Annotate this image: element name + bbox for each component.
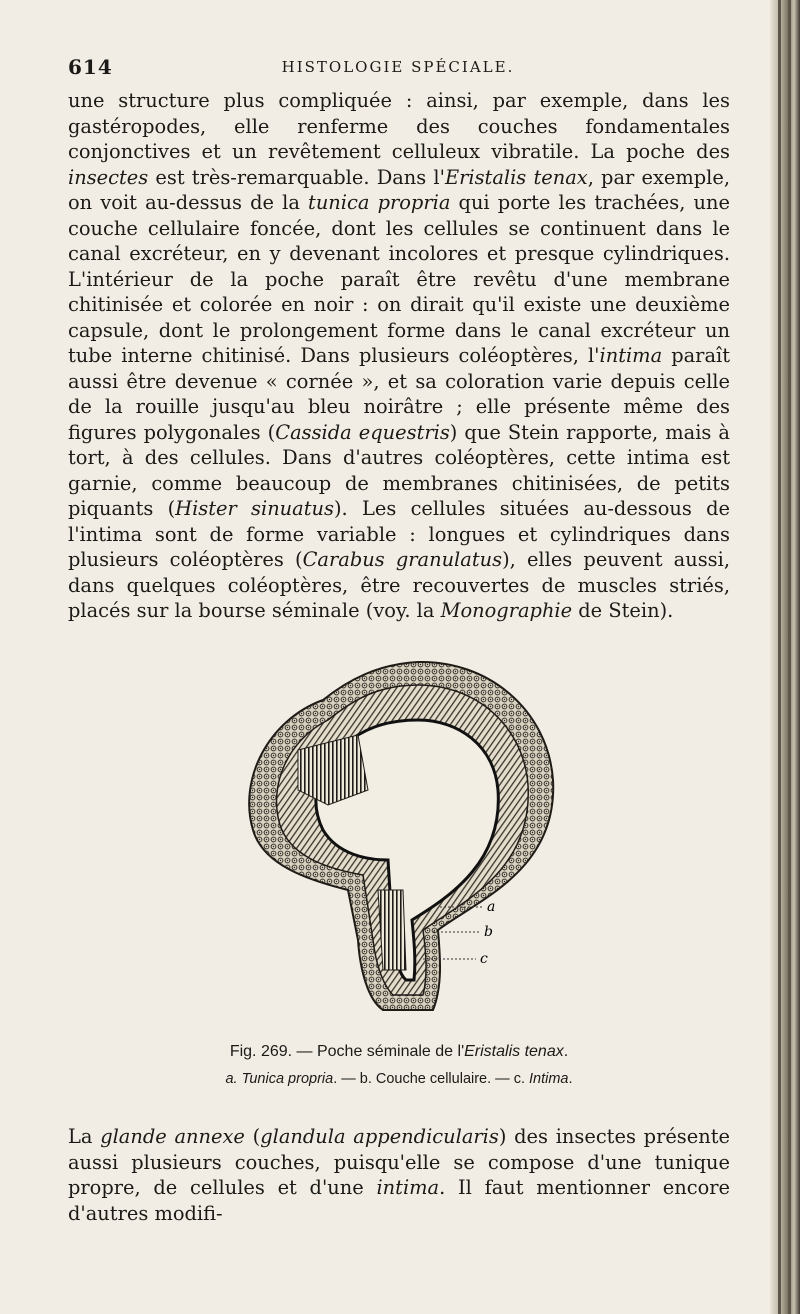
- page-number: 614: [68, 55, 113, 79]
- figure-caption: [68, 1043, 730, 1061]
- text-run: une structure plus compliquée : ainsi, par exemple, dans les gastéropodes, elle renferme des couches fondamentales conjonctives et un revêtement celluleux vibratile. La poche des: [68, 89, 730, 163]
- figure-label-c: c: [480, 951, 488, 967]
- italic-term: insectes: [68, 165, 149, 189]
- legend-letter: a.: [225, 1071, 238, 1087]
- text-run: . Il faut mentionner encore d'autres modifi-: [68, 1176, 730, 1225]
- paragraph-glande-annexe: [68, 1124, 730, 1226]
- running-head: HISTOLOGIE SPÉCIALE.: [281, 58, 515, 76]
- page-header: [68, 55, 728, 83]
- paragraph-text: [68, 1124, 730, 1226]
- italic-term: Hister sinuatus: [175, 497, 334, 520]
- paragraph-text: [68, 88, 730, 624]
- italic-term: Cassida equestris: [275, 420, 450, 444]
- seminal-pouch-illustration: [228, 640, 568, 1020]
- text-run: qui porte les trachées, une couche cellulaire foncée, dont les cellules se continuent dans le canal excréteur, en y devenant incolores et presque cylindriques. L'intérieur de la poche paraît être revêtu d'une membrane chitinisée et colorée en noir : on dirait qu'il existe une deuxième capsule, dont le prolongement forme dans le canal excréteur un tube interne chitinisé. Dans plusieurs coléoptères, l': [68, 191, 730, 367]
- text-run: paraît aussi être devenue « cornée », et sa coloration varie depuis celle de la rouille jusqu'au bleu noirâtre ; elle présente même des figures polygonales (: [68, 344, 730, 444]
- italic-term: glande annexe: [100, 1125, 245, 1148]
- figure-label-b: b: [484, 924, 493, 940]
- italic-term: glandula appendicularis: [260, 1125, 499, 1148]
- figure-269: [228, 640, 568, 1020]
- page-edge-shadow: [770, 0, 800, 1314]
- text-run: ). Les cellules situées au-dessous de l'intima sont de forme variable : longues et cylindriques dans plusieurs coléoptères (: [68, 497, 730, 571]
- caption-text: Fig. 269. — Poche séminale de l': [229, 1043, 465, 1060]
- italic-term: intima: [599, 344, 663, 367]
- striated-muscle: [378, 890, 406, 970]
- text-run: , par exemple, on voit au-dessus de la: [68, 165, 731, 214]
- figure-label-a: a: [487, 899, 496, 915]
- text-run: La: [68, 1125, 101, 1148]
- legend-text: .: [568, 1071, 573, 1087]
- caption-text: .: [563, 1043, 569, 1060]
- paragraph-main: [68, 88, 730, 624]
- text-run: ) des insectes présente aussi plusieurs couches, puisqu'elle se compose d'une tunique propre, de cellules et d'une: [68, 1125, 730, 1199]
- text-run: est très-remarquable. Dans l': [148, 165, 445, 189]
- legend-term: Tunica propria: [241, 1071, 334, 1087]
- italic-term: intima: [376, 1176, 440, 1199]
- text-run: ), elles peuvent aussi, dans quelques coléoptères, être recouvertes de muscles striés, placés sur la bourse séminale (voy. la: [68, 548, 730, 622]
- italic-term: Eristalis tenax: [444, 165, 588, 189]
- italic-term: Carabus granulatus: [302, 548, 503, 571]
- text-run: ) que Stein rapporte, mais à tort, à des cellules. Dans d'autres coléoptères, cette intima est garnie, comme beaucoup de membranes chitinisées, de petits piquants (: [68, 420, 730, 520]
- italic-term: tunica propria: [308, 191, 451, 214]
- legend-term: Intima: [529, 1071, 569, 1087]
- legend-text: . — b. Couche cellulaire. — c.: [333, 1071, 530, 1087]
- figure-legend: [68, 1071, 730, 1087]
- page-edge-line: [788, 0, 791, 1314]
- italic-term: Monographie: [440, 599, 573, 622]
- text-run: de Stein).: [572, 599, 674, 622]
- caption-species: Eristalis tenax: [464, 1043, 564, 1060]
- page-edge-line: [778, 0, 781, 1314]
- text-run: (: [244, 1125, 261, 1148]
